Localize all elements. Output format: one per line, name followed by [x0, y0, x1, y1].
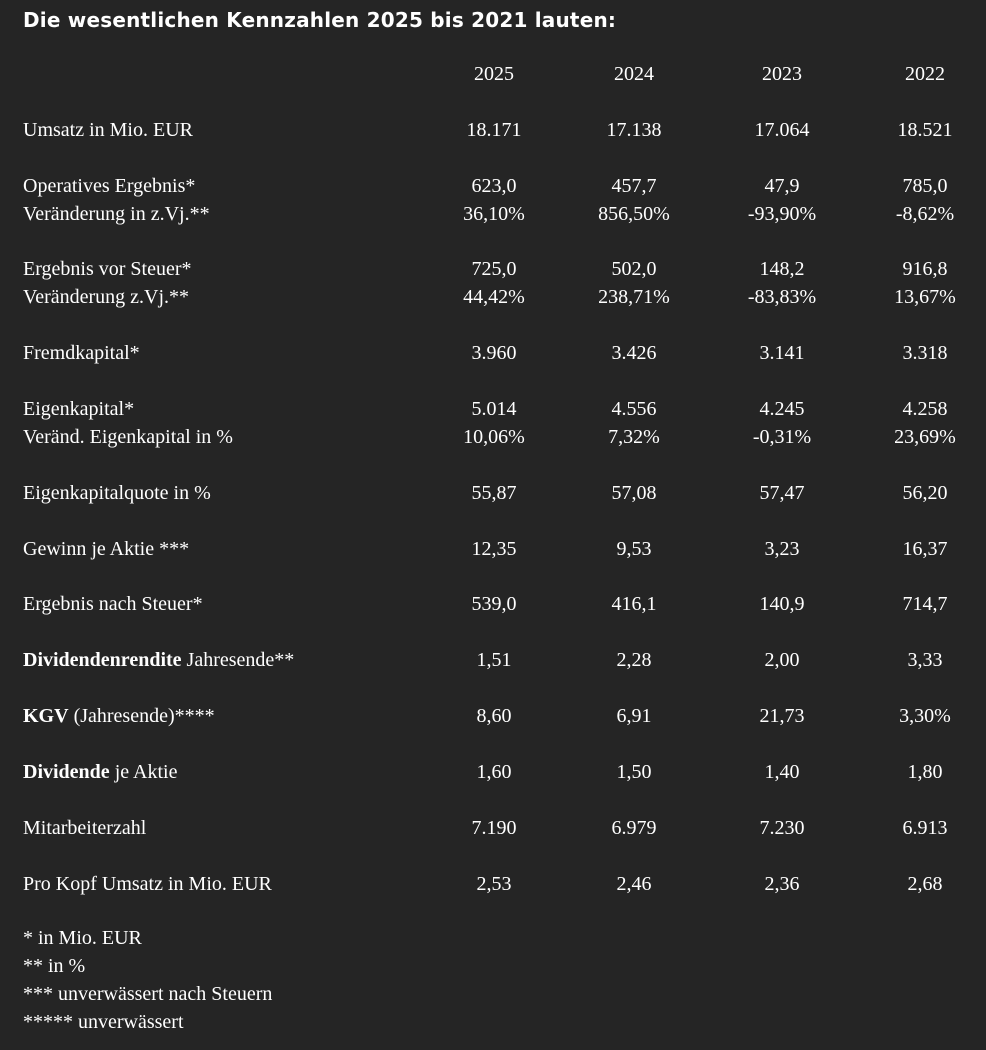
row-label-bold: KGV — [23, 705, 69, 727]
row-value: 3,23 — [764, 538, 800, 560]
row-value: 17.064 — [754, 119, 810, 141]
row-value: 3.141 — [759, 342, 805, 364]
footnote: *** unverwässert nach Steuern — [23, 983, 273, 1005]
row-label-rest: Jahresende** — [181, 649, 295, 671]
row-value: 6,91 — [616, 705, 652, 727]
row-value: 17.138 — [606, 119, 662, 141]
year-header: 2025 — [474, 63, 514, 85]
year-header: 2022 — [905, 63, 945, 85]
row-value: 1,51 — [476, 649, 512, 671]
row-value: 1,60 — [476, 761, 512, 783]
row-label: Mitarbeiterzahl — [23, 817, 147, 839]
row-value: 6.979 — [611, 817, 657, 839]
row-value: -0,31% — [752, 426, 812, 448]
row-label — [23, 758, 177, 786]
row-label-bold: Dividende — [23, 761, 110, 783]
row-value: 7,32% — [608, 426, 660, 448]
row-value: 55,87 — [471, 482, 517, 504]
row-label-rest: (Jahresende)**** — [68, 705, 215, 727]
row-value: 4.245 — [759, 398, 805, 420]
table-row — [0, 646, 986, 674]
row-value: 416,1 — [611, 593, 657, 615]
row-label: Veränderung in z.Vj.** — [23, 203, 210, 225]
row-value: 457,7 — [611, 175, 657, 197]
row-value: 3.960 — [471, 342, 517, 364]
row-value: 2,28 — [616, 649, 652, 671]
row-value: 44,42% — [463, 286, 525, 308]
row-value: 13,67% — [894, 286, 956, 308]
row-value: 714,7 — [902, 593, 948, 615]
row-value: 539,0 — [471, 593, 517, 615]
row-label — [23, 702, 215, 730]
row-value: 16,37 — [902, 538, 948, 560]
row-value: 57,08 — [611, 482, 657, 504]
year-header-row — [0, 60, 986, 88]
row-label: Veränderung z.Vj.** — [23, 286, 190, 308]
row-value: 6.913 — [902, 817, 948, 839]
row-value: 1,40 — [764, 761, 800, 783]
table-row — [0, 590, 986, 618]
table-row — [0, 702, 986, 730]
row-label-rest: je Aktie — [109, 761, 178, 783]
year-header: 2024 — [614, 63, 654, 85]
table-row — [0, 535, 986, 563]
row-value: 238,71% — [598, 286, 670, 308]
row-label — [23, 646, 294, 674]
table-row — [0, 200, 986, 228]
row-value: 916,8 — [902, 258, 948, 280]
table-row — [0, 479, 986, 507]
row-value: 7.230 — [759, 817, 805, 839]
row-value: 3.426 — [611, 342, 657, 364]
row-value: 3.318 — [902, 342, 948, 364]
row-label: Veränd. Eigenkapital in % — [23, 426, 233, 448]
row-value: 2,36 — [764, 873, 800, 895]
footnote: * in Mio. EUR — [23, 927, 142, 949]
year-header: 2023 — [762, 63, 802, 85]
row-value: -93,90% — [747, 203, 817, 225]
row-label: Fremdkapital* — [23, 342, 140, 364]
row-label: Ergebnis vor Steuer* — [23, 258, 192, 280]
row-label: Operatives Ergebnis* — [23, 175, 196, 197]
row-value: 3,30% — [899, 705, 951, 727]
row-value: 785,0 — [902, 175, 948, 197]
row-value: 9,53 — [616, 538, 652, 560]
row-label: Eigenkapitalquote in % — [23, 482, 211, 504]
row-value: 2,53 — [476, 873, 512, 895]
footnote: ** in % — [23, 955, 86, 977]
row-value: 10,06% — [463, 426, 525, 448]
row-value: 7.190 — [471, 817, 517, 839]
row-value: 148,2 — [759, 258, 805, 280]
table-row — [0, 758, 986, 786]
row-label-bold: Dividendenrendite — [23, 649, 182, 671]
row-value: 856,50% — [598, 203, 670, 225]
row-label: Eigenkapital* — [23, 398, 135, 420]
row-label: Ergebnis nach Steuer* — [23, 593, 203, 615]
table-row — [0, 814, 986, 842]
table-row — [0, 283, 986, 311]
table-row — [0, 395, 986, 423]
row-value: 1,80 — [907, 761, 943, 783]
row-value: 12,35 — [471, 538, 517, 560]
table-row — [0, 339, 986, 367]
row-value: 1,50 — [616, 761, 652, 783]
row-value: 56,20 — [902, 482, 948, 504]
row-value: 2,46 — [616, 873, 652, 895]
table-row — [0, 870, 986, 898]
row-value: 140,9 — [759, 593, 805, 615]
row-value: 23,69% — [894, 426, 956, 448]
row-value: 47,9 — [764, 175, 800, 197]
row-label: Pro Kopf Umsatz in Mio. EUR — [23, 873, 272, 895]
row-value: 2,00 — [764, 649, 800, 671]
row-value: 5.014 — [471, 398, 517, 420]
table-row — [0, 255, 986, 283]
row-value: 18.521 — [897, 119, 953, 141]
row-value: 2,68 — [907, 873, 943, 895]
footnote: ***** unverwässert — [23, 1011, 184, 1033]
row-label: Gewinn je Aktie *** — [23, 538, 190, 560]
row-value: 21,73 — [759, 705, 805, 727]
row-value: 3,33 — [907, 649, 943, 671]
row-value: 502,0 — [611, 258, 657, 280]
row-label: Umsatz in Mio. EUR — [23, 119, 193, 141]
table-row — [0, 172, 986, 200]
row-value: 725,0 — [471, 258, 517, 280]
row-value: 57,47 — [759, 482, 805, 504]
row-value: 4.556 — [611, 398, 657, 420]
page-title: Die wesentlichen Kennzahlen 2025 bis 2021 lauten: — [23, 8, 617, 32]
row-value: 4.258 — [902, 398, 948, 420]
row-value: -8,62% — [895, 203, 955, 225]
row-value: 36,10% — [463, 203, 525, 225]
row-value: 623,0 — [471, 175, 517, 197]
footnotes — [23, 924, 272, 1036]
row-value: 18.171 — [466, 119, 522, 141]
table-row — [0, 423, 986, 451]
table-row — [0, 116, 986, 144]
row-value: 8,60 — [476, 705, 512, 727]
row-value: -83,83% — [747, 286, 817, 308]
